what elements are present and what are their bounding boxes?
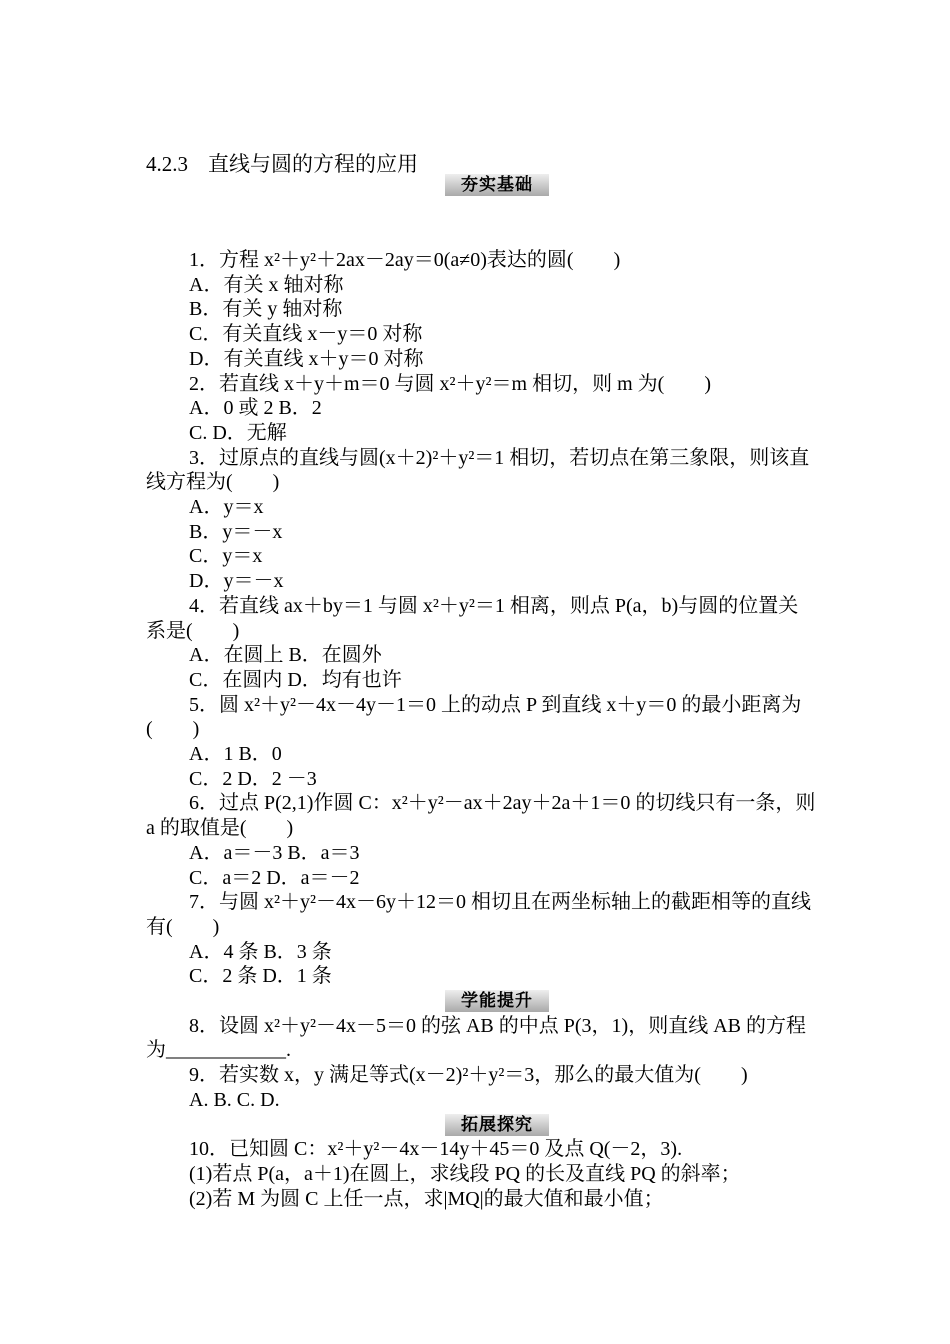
question-text: 2．若直线 x＋y＋m＝0 与圆 x²＋y²＝m 相切，则 m 为( ) <box>189 372 711 395</box>
option-text: C．2 条 D．1 条 <box>189 965 332 988</box>
option-text: B．y＝－x <box>189 520 283 543</box>
exercise-content <box>146 248 816 1211</box>
option-text: C．y＝x <box>189 545 263 568</box>
option-text: C. D．无解 <box>189 421 287 444</box>
section-title <box>146 148 418 178</box>
option-text: (1)若点 P(a，a＋1)在圆上，求线段 PQ 的长及直线 PQ 的斜率； <box>189 1162 741 1185</box>
question-text: 8．设圆 x²＋y²－4x－5＝0 的弦 AB 的中点 P(3，1)，则直线 AB 的方程为____________. <box>146 1014 807 1062</box>
question-text: 4．若直线 ax＋by＝1 与圆 x²＋y²＝1 相离，则点 P(a，b)与圆的位置关系是( ) <box>146 594 799 642</box>
option-text: A．1 B．0 <box>189 743 282 766</box>
question-text: 6．过点 P(2,1)作圆 C：x²＋y²－ax＋2ay＋2a＋1＝0 的切线只有一条，则 a 的取值是( ) <box>146 792 816 840</box>
option-text: A．有关 x 轴对称 <box>189 273 344 296</box>
question-text: 10．已知圆 C：x²＋y²－4x－14y＋45＝0 及点 Q(－2，3). <box>189 1138 683 1161</box>
option-text: (2)若 M 为圆 C 上任一点，求|MQ|的最大值和最小值； <box>189 1187 664 1210</box>
section-number: 4.2.3 <box>146 152 188 176</box>
question-text: 1．方程 x²＋y²＋2ax－2ay＝0(a≠0)表达的圆( ) <box>189 249 621 271</box>
banner-improve: 学能提升 <box>445 990 549 1012</box>
question-text: 7．与圆 x²＋y²－4x－6y＋12＝0 相切且在两坐标轴上的截距相等的直线有( ) <box>146 891 811 938</box>
banner-basic: 夯实基础 <box>445 174 549 196</box>
option-text: A. B. C. D. <box>189 1088 280 1111</box>
option-text: C．a＝2 D．a＝－2 <box>189 866 360 889</box>
banner-extend: 拓展探究 <box>445 1114 549 1136</box>
option-text: D．有关直线 x＋y＝0 对称 <box>189 347 424 370</box>
question-text: 3．过原点的直线与圆(x＋2)²＋y²＝1 相切，若切点在第三象限，则该直线方程为( ) <box>146 446 810 494</box>
question-text: 9．若实数 x，y 满足等式(x－2)²＋y²＝3，那么的最大值为( ) <box>189 1064 748 1087</box>
option-text: A．在圆上 B．在圆外 <box>189 644 382 667</box>
option-text: A．4 条 B．3 条 <box>189 940 332 963</box>
option-text: B．有关 y 轴对称 <box>189 298 343 321</box>
option-text: A．0 或 2 B．2 <box>189 397 322 420</box>
option-text: A．y＝x <box>189 496 264 519</box>
option-text: D．y＝－x <box>189 570 284 593</box>
banner-row <box>146 1113 816 1138</box>
option-text: C．在圆内 D．均有也许 <box>189 668 402 691</box>
section-heading: 直线与圆的方程的应用 <box>208 152 418 176</box>
option-text: C．有关直线 x－y＝0 对称 <box>189 323 423 346</box>
question-text: 5．圆 x²＋y²－4x－4y－1＝0 上的动点 P 到直线 x＋y＝0 的最小距离为( ) <box>146 693 802 741</box>
banner-row <box>146 989 816 1014</box>
option-text: C．2 D．2 －3 <box>189 767 317 790</box>
option-text: A．a＝－3 B．a＝3 <box>189 841 360 864</box>
